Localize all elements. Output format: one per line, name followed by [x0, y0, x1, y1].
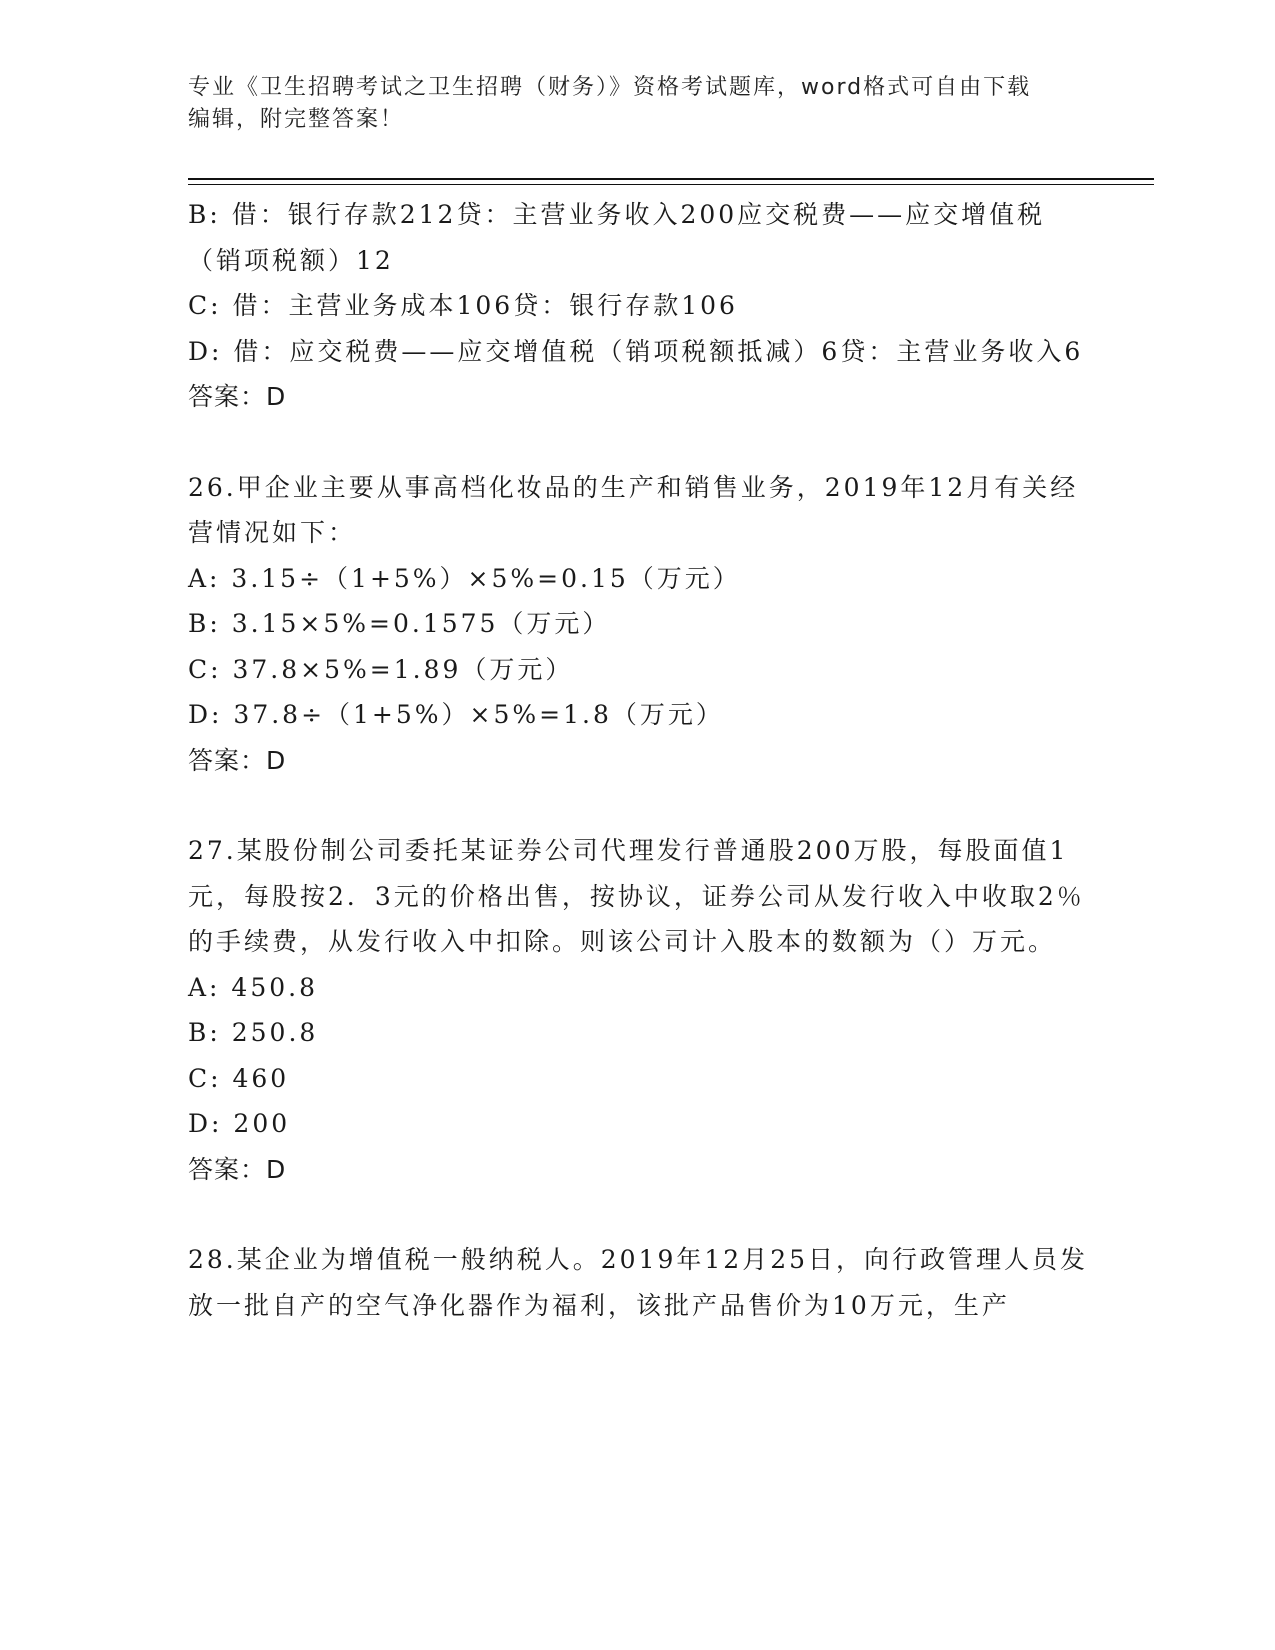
- question-stem: 27.某股份制公司委托某证券公司代理发行普通股200万股，每股面值1元，每股按2．3元的价格出售，按协议，证券公司从发行收入中收取2％的手续费，从发行收入中扣除。则该公司计入股本的数额为（）万元。: [188, 836, 1085, 956]
- question-content: [188, 192, 1088, 1328]
- question-28: [188, 1237, 1088, 1328]
- option-c: C: 460: [188, 1063, 290, 1093]
- question-25-continued: [188, 192, 1088, 420]
- header-divider-thin: [188, 184, 1154, 185]
- spacer: [188, 1192, 1088, 1237]
- question-26: [188, 465, 1088, 784]
- option-d: D: 37.8÷（1+5%）×5%=1.8（万元）: [188, 700, 724, 729]
- answer-label: 答案：D: [188, 745, 287, 775]
- option-a: A: 450.8: [188, 972, 318, 1002]
- question-stem: 28.某企业为增值税一般纳税人。2019年12月25日，向行政管理人员发放一批自产的空气净化器作为福利，该批产品售价为10万元，生产: [188, 1245, 1089, 1320]
- spacer: [188, 783, 1088, 828]
- option-b: B: 250.8: [188, 1018, 319, 1047]
- option-c: C: 37.8×5%=1.89（万元）: [188, 654, 574, 684]
- option-b: B: 借：银行存款212贷：主营业务收入200应交税费——应交增值税（销项税额）12: [188, 200, 1046, 275]
- option-d: D: 借：应交税费——应交增值税（销项税额抵减）6贷：主营业务收入6: [188, 336, 1084, 366]
- option-a: A: 3.15÷（1+5%）×5%=0.15（万元）: [188, 563, 741, 593]
- answer-label: 答案：D: [188, 1154, 287, 1184]
- document-header: [188, 72, 1088, 136]
- spacer: [188, 420, 1088, 465]
- option-b: B: 3.15×5%=0.1575（万元）: [188, 609, 611, 638]
- question-27: [188, 828, 1088, 1192]
- option-d: D: 200: [188, 1109, 291, 1138]
- option-c: C: 借：主营业务成本106贷：银行存款106: [188, 291, 738, 320]
- header-line-1: 专业《卫生招聘考试之卫生招聘（财务）》资格考试题库，word格式可自由下载: [188, 75, 1032, 100]
- header-divider-thick: [188, 178, 1154, 180]
- answer-label: 答案：D: [188, 382, 287, 411]
- question-stem: 26.甲企业主要从事高档化妆品的生产和销售业务，2019年12月有关经营情况如下：: [188, 472, 1079, 547]
- header-line-2: 编辑，附完整答案！: [188, 107, 405, 132]
